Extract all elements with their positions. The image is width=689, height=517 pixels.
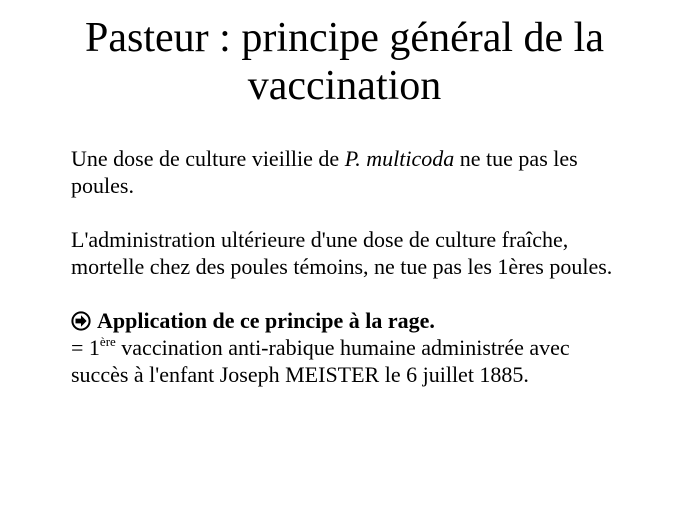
rabies-vaccination-text xyxy=(71,334,631,388)
paragraph-culture-dose xyxy=(71,145,631,199)
rabies-heading: Application de ce principe à la rage. xyxy=(97,308,435,333)
rabies-line-prefix: = 1 xyxy=(71,335,100,360)
paragraph-1-before: Une dose de culture vieillie de xyxy=(71,146,345,171)
right-arrow-circle-icon xyxy=(71,311,91,331)
paragraph-administration: L'administration ultérieure d'une dose de culture fraîche, mortelle chez des poules témoins, ne tue pas les 1ères poules. xyxy=(71,227,613,279)
ordinal-superscript: ère xyxy=(99,334,116,349)
paragraph-rabies xyxy=(71,307,631,388)
species-name: P. multicoda xyxy=(344,146,455,171)
slide-body xyxy=(71,145,631,388)
rabies-heading-line xyxy=(71,307,631,334)
paragraph-1-after: ne tue pas les poules. xyxy=(71,146,578,198)
rabies-line-rest: vaccination anti-rabique humaine administrée avec succès à l'enfant Joseph MEISTER le 6 juillet 1885. xyxy=(71,335,570,387)
slide-title: Pasteur : principe général de la vaccination xyxy=(85,15,604,109)
